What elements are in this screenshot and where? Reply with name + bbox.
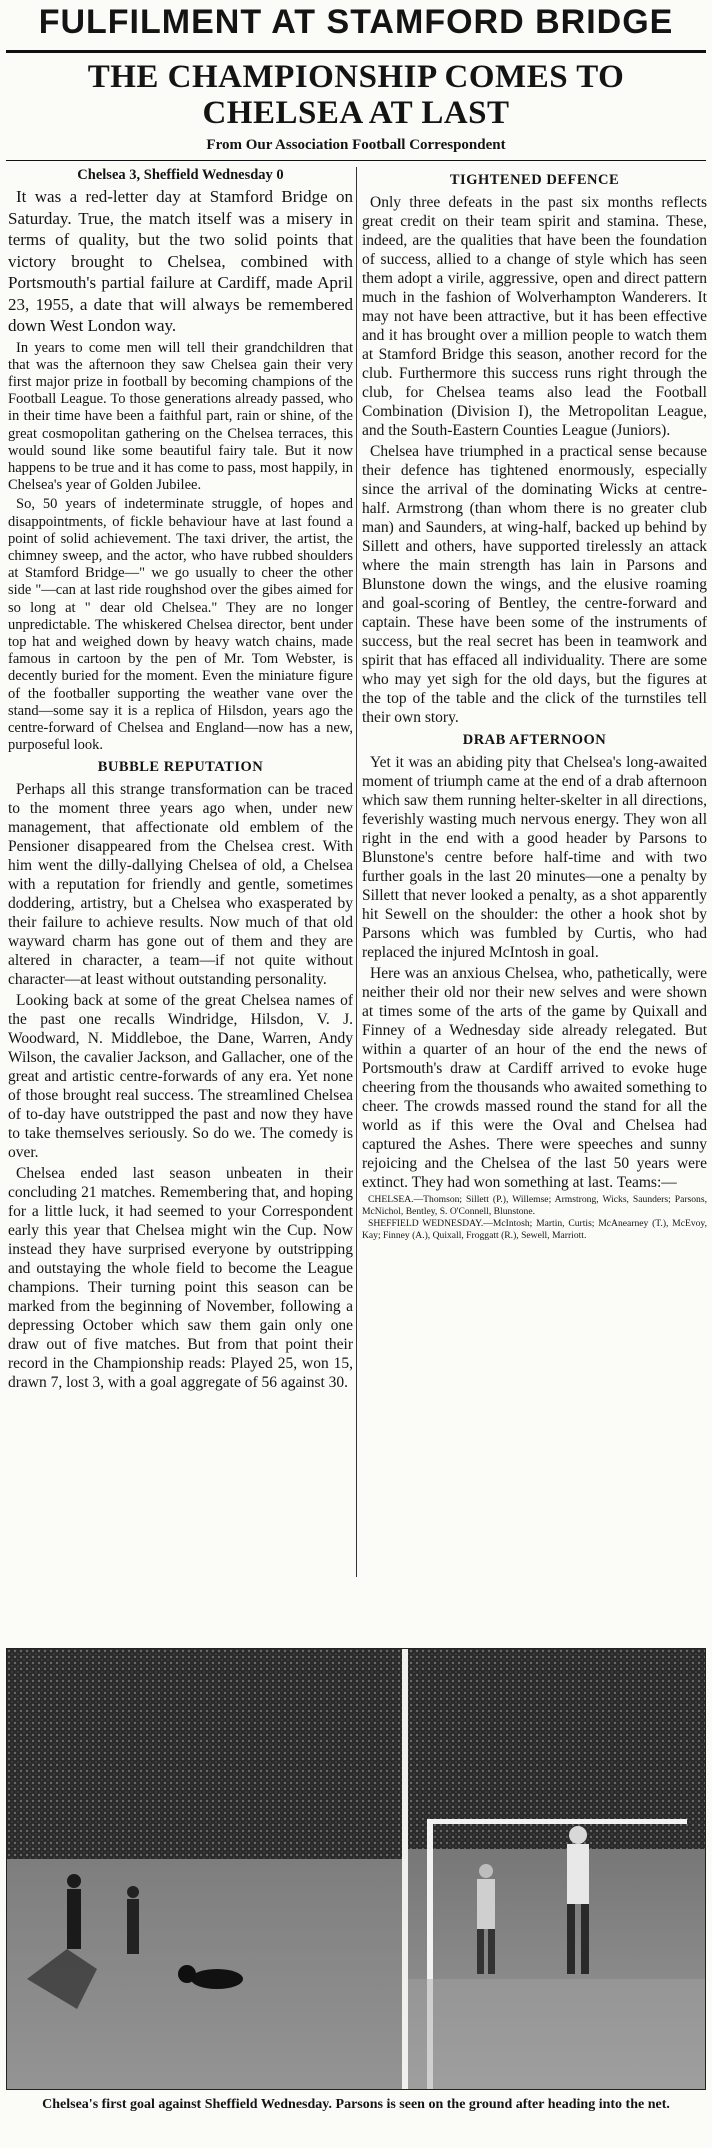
team-list-chelsea: CHELSEA.—Thomson; Sillett (P.), Willemse; Armstrong, Wicks, Saunders; Parsons, McNichol, Bentley, S. O'Connell, Blunstone. bbox=[362, 1194, 707, 1217]
subheading-bubble-reputation: BUBBLE REPUTATION bbox=[97, 759, 264, 776]
left-column bbox=[8, 167, 353, 1577]
photo-caption: Chelsea's first goal against Sheffield Wednesday. Parsons is seen on the ground after heading into the net. bbox=[42, 2097, 670, 2112]
byline: From Our Association Football Correspondent bbox=[206, 137, 506, 153]
article-columns bbox=[6, 167, 706, 1577]
paragraph: In years to come men will tell their grandchildren that that was the afternoon they saw Chelsea gain their very first major prize in football by becoming champions of the Football League. To those generations already passed, who in their time have been a faithful part, rain or shine, of the great cosmopolitan gathering on the Chelsea terraces, this would sound like some beautiful fairy tale. But it now happens to be true and it has come to pass, most happily, in Chelsea's year of Golden Jubilee. bbox=[8, 339, 353, 494]
subheading-tightened-defence: TIGHTENED DEFENCE bbox=[449, 172, 620, 188]
paragraph: Chelsea have triumphed in a practical sense because their defence has tightened enormously, especially since the arrival of the dominating Wicks at centre-half. Armstrong (than whom there is no greater club man) and Saunders, at wing-half, backed up behind by Sillett and others, have supported tirelessly an attack where the main strength has lain in Parsons and Blunstone down the wings, and the elusive roaming and goal-scoring of Bentley, the centre-forward and captain. These have been some of the instruments of success, but the real secret has been in teamwork and spirit that has effaced all individuality. There are some who may yet sigh for the old days, but the figures at the top of the table and the click of the turnstiles tell their own story. bbox=[362, 443, 707, 726]
headline-rule bbox=[6, 50, 706, 53]
right-column bbox=[362, 167, 707, 1577]
paragraph: Only three defeats in the past six months reflects great credit on their team spirit and stamina. These, indeed, are the qualities that have been the foundation of success, allied to a change of style which has seen them adopt a virile, aggressive, open and direct pattern much in the fashion of Wolverhampton Wanderers. It may not have been attractive, but it has been effective and it has brought over a million people to watch them at Stamford Bridge this season, another record for the club. Furthermore this success runs right through the club, for Chelsea teams also lead the Football Combination (Division I), the Metropolitan League, and the South-Eastern Counties League (Juniors). bbox=[362, 194, 707, 439]
byline-rule bbox=[6, 160, 706, 161]
sub-headline: THE CHAMPIONSHIP COMES TO CHELSEA AT LAST bbox=[87, 59, 625, 131]
column-divider bbox=[356, 167, 357, 1577]
team-list-sheffield: SHEFFIELD WEDNESDAY.—McIntosh; Martin, Curtis; McAnearney (T.), McEvoy, Kay; Finney (A.), Quixall, Froggatt (R.), Sewell, Marriott. bbox=[362, 1218, 707, 1241]
paragraph: Perhaps all this strange transformation can be traced to the moment three years ago when, under new management, that affectionate old emblem of the Pensioner disappeared from the Chelsea crest. With him went the dilly-dallying Chelsea of old, a Chelsea with a reputation for friendly and gentle, sometimes doddering, artistry, but a Chelsea who exasperated by their failure to achieve results. Now much of that old wayward charm has gone out of them and they are altered in character, a team—if not quite without character—at least without outstanding personality. bbox=[8, 781, 353, 989]
main-headline: FULFILMENT AT STAMFORD BRIDGE bbox=[38, 3, 674, 41]
photo-illustration bbox=[7, 1649, 705, 2089]
paragraph: So, 50 years of indeterminate struggle, of hopes and disappointments, of fickle behaviour have at last found a point of solid achievement. The taxi driver, the artist, the chimney sweep, and the actor, who have rubbed shoulders at Stamford Bridge—" we go usually to cheer the other side "—can at last ride roughshod over the gibes aimed for so long at " dear old Chelsea." They are no longer unpredictable. The whiskered Chelsea director, bent under top hat and weighed down by heavy watch chains, made famous in cartoon by the pen of Mr. Tom Webster, is decently buried for the moment. Even the miniature figure of the footballer supporting the weather vane over the stand—some say it is a replica of Hilsdon, years ago the centre-forward of Chelsea and England—now has a new, purposeful look. bbox=[8, 496, 353, 754]
subheading-drab-afternoon: DRAB AFTERNOON bbox=[462, 732, 607, 748]
paragraph: Chelsea ended last season unbeaten in their concluding 21 matches. Remembering that, and hoping for a little luck, it had seemed to your Correspondent early this year that Chelsea might win the Cup. Now instead they have surprised everyone by outstripping and outstaying the whole field to become the League champions. Their turning point this season can be marked from the beginning of November, following a depressing October which saw them gain only one draw out of five matches. But from that point their record in the Championship reads: Played 25, won 15, drawn 7, lost 3, with a goal aggregate of 56 against 30. bbox=[8, 1165, 353, 1392]
match-photograph bbox=[6, 1648, 706, 2090]
lead-paragraph: It was a red-letter day at Stamford Bridge on Saturday. True, the match itself was a misery in terms of quality, but the two solid points that victory brought to Chelsea, combined with Portsmouth's partial failure at Cardiff, made April 23, 1955, a date that will always be remembered down West London way. bbox=[8, 187, 353, 335]
paragraph: Looking back at some of the great Chelsea names of the past one recalls Windridge, Hilsdon, V. J. Woodward, N. Middleboe, the Dane, Warren, Andy Wilson, the cavalier Jackson, and Gallacher, one of the great and artistic centre-forwards of any era. Yet none of those brought real success. The streamlined Chelsea of to-day have outstripped the past and now they have to take themselves seriously. So do we. The comedy is over. bbox=[8, 992, 353, 1162]
paragraph: Here was an anxious Chelsea, who, pathetically, were neither their old nor their new selves and were shown at times some of the arts of the game by Quixall and Finney of a Wednesday side already relegated. But within a quarter of an hour of the end the news of Portsmouth's draw at Cardiff arrived to evoke huge cheering from the thousands who awaited something to cheer. The crowds massed round the stand for all the world as if this were the Oval and Chelsea had captured the Ashes. There were speeches and sunny rejoicing and the Chelsea of the last 50 years were extinct. They had won something at last. Teams:— bbox=[362, 965, 707, 1191]
paragraph: Yet it was an abiding pity that Chelsea's long-awaited moment of triumph came at the end of a drab afternoon which saw them running helter-skelter in all directions, feverishly wasting much nervous energy. They won all right in the end with a good header by Parsons to Blunstone's centre before half-time and with two further goals in the last 20 minutes—one a penalty by Sillett that never looked a penalty, as a shot apparently hit Sewell on the shoulder: the other a hook shot by Parsons which was fumbled by Curtis, who had replaced the injured McIntosh in goal. bbox=[362, 754, 707, 961]
score-line: Chelsea 3, Sheffield Wednesday 0 bbox=[77, 167, 284, 183]
